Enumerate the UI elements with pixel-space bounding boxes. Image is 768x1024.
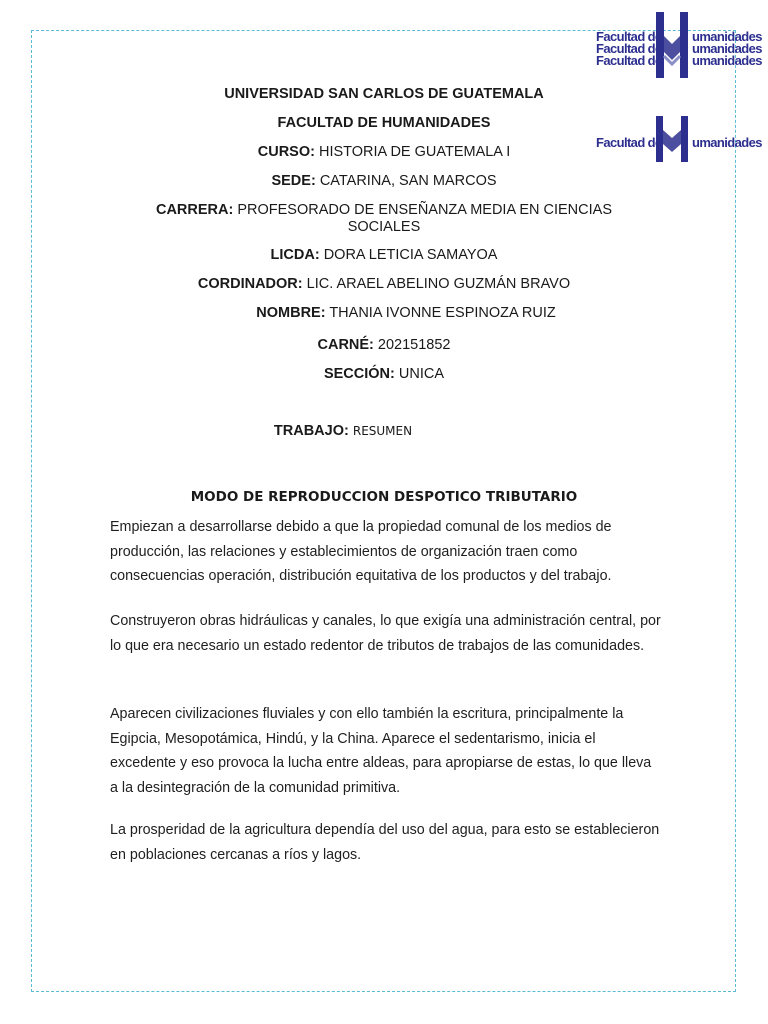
faculty-name: FACULTAD DE HUMANIDADES <box>277 115 491 131</box>
field-curso: CURSO: HISTORIA DE GUATEMALA I <box>257 144 511 160</box>
field-trabajo: TRABAJO: RESUMEN <box>273 423 413 439</box>
faculty-logo-stacked <box>596 12 762 80</box>
field-carne: CARNÉ: 202151852 <box>317 337 451 353</box>
field-licda: LICDA: DORA LETICIA SAMAYOA <box>270 247 498 263</box>
logo-text-a: Facultad de <box>596 135 662 150</box>
paragraph-4: La prosperidad de la agricultura dependía del uso del agua, para esto se establecieron en poblaciones cercanas a ríos y lagos. <box>110 822 660 863</box>
field-sede: SEDE: CATARINA, SAN MARCOS <box>271 173 497 189</box>
logo-text-3: Facultad de <box>596 53 662 68</box>
paragraph-2: Construyeron obras hidráulicas y canales, lo que exigía una administración central, por lo que era necesario un estado redentor de tributos de trabajos de las comunidades. <box>110 613 661 654</box>
field-nombre: NOMBRE: THANIA IVONNE ESPINOZA RUIZ <box>256 305 556 321</box>
logo-text-2: Facultad de <box>596 41 662 56</box>
logo-text-1: Facultad de <box>596 29 662 44</box>
university-name: UNIVERSIDAD SAN CARLOS DE GUATEMALA <box>224 86 544 102</box>
field-seccion: SECCIÓN: UNICA <box>323 366 445 382</box>
logo-text-b: umanidades <box>692 135 762 150</box>
field-cordinador: CORDINADOR: LIC. ARAEL ABELINO GUZMÁN BRAVO <box>197 276 571 292</box>
logo-text-6: umanidades <box>692 53 762 68</box>
logo-text-4: umanidades <box>692 29 762 44</box>
paragraph-1: Empiezan a desarrollarse debido a que la propiedad comunal de los medios de producción, las relaciones y establecimientos de organización traen como consecuencias operación, distribución equitativa de los productos y del trabajo. <box>110 519 612 584</box>
logo-text-5: umanidades <box>692 41 762 56</box>
field-carrera: CARRERA: PROFESORADO DE ENSEÑANZA MEDIA EN CIENCIAS SOCIALES <box>155 202 613 235</box>
document-title: MODO DE REPRODUCCION DESPOTICO TRIBUTARIO <box>190 489 578 505</box>
paragraph-3: Aparecen civilizaciones fluviales y con ello también la escritura, principalmente la Egipcia, Mesopotámica, Hindú, y la China. Aparece el sedentarismo, inicia el excedente y eso provoca la lucha entre aldeas, para apropiarse de estas, lo que lleva a la desintegración de la comunidad primitiva. <box>110 706 652 796</box>
